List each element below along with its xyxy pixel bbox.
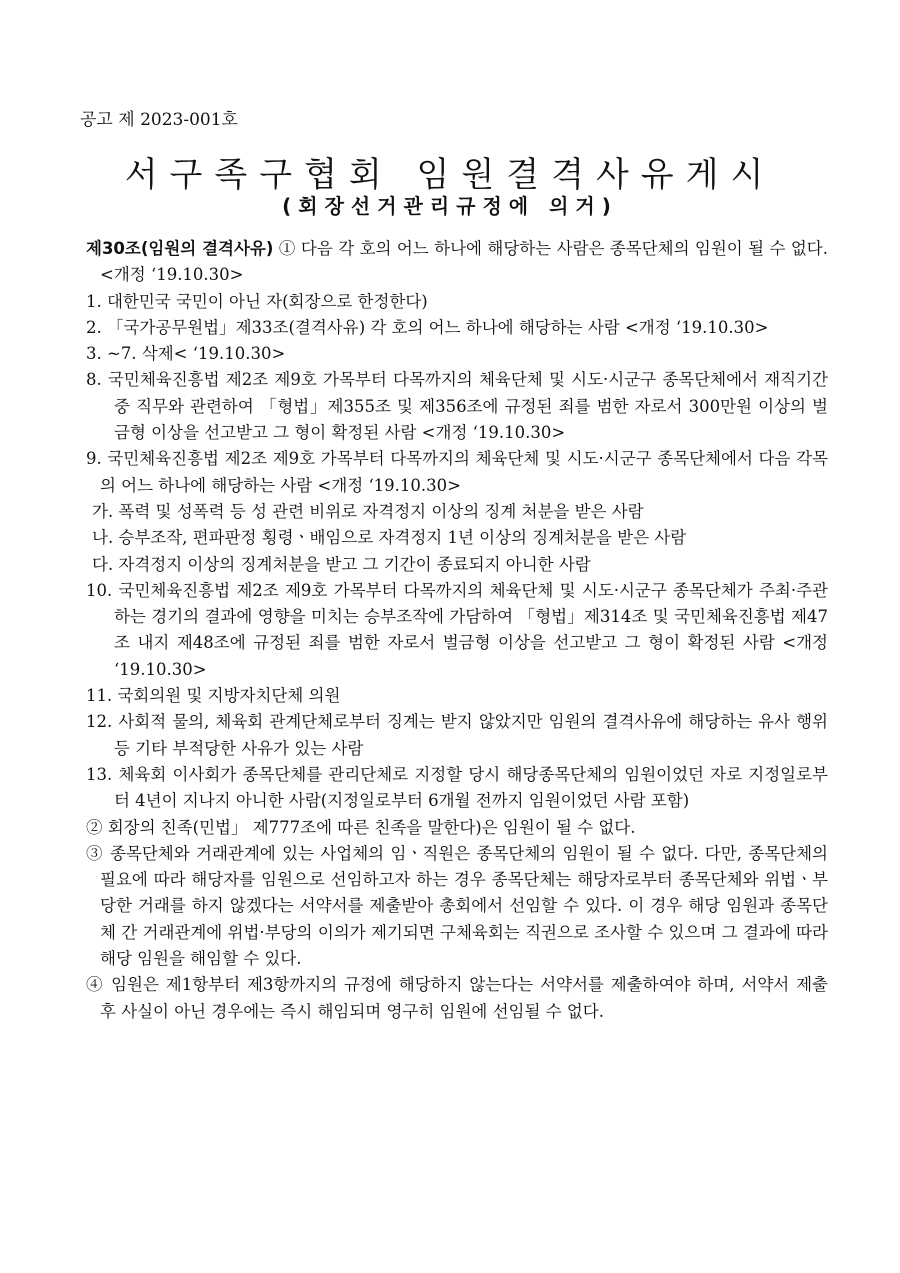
page-subtitle: (회장선거관리규정에 의거) xyxy=(282,194,618,218)
sub-list-item: 나. 승부조작, 편파판정 횡령ㆍ배임으로 자격정지 1년 이상의 징계처분을 받은 사람 xyxy=(92,528,687,548)
list-item: 3. ~7. 삭제< ‘19.10.30> xyxy=(86,344,286,364)
article-body xyxy=(86,236,828,1025)
sub-list-item: 다. 자격정지 이상의 징계처분을 받고 그 기간이 종료되지 아니한 사람 xyxy=(92,554,591,574)
page-title: 서구족구협회 임원결격사유게시 xyxy=(124,155,776,195)
list-item: 8. 국민체육진흥법 제2조 제9호 가목부터 다목까지의 체육단체 및 시도·시군구 종목단체에서 재직기간 중 직무와 관련하여 「형법」제355조 및 제356조에 규정된 죄를 범한 자로서 300만원 이상의 벌금형 이상을 선고받고 그 형이 확정된 사람 <개정 ‘19.10.30> xyxy=(86,370,828,443)
list-item: 10. 국민체육진흥법 제2조 제9호 가목부터 다목까지의 체육단체 및 시도·시군구 종목단체가 주최·주관하는 경기의 결과에 영향을 미치는 승부조작에 가담하여 「형법」제314조 및 국민체육진흥법 제47조 내지 제48조에 규정된 죄를 범한 자로서 벌금형 이상을 선고받고 그 형이 확정된 사람 <개정 ‘19.10.30> xyxy=(86,580,828,679)
list-item: 1. 대한민국 국민이 아닌 자(회장으로 한정한다) xyxy=(86,291,428,311)
paragraph: ② 회장의 친족(민법」 제777조에 따른 친족을 말한다)은 임원이 될 수 없다. xyxy=(86,817,636,837)
paragraph: ④ 임원은 제1항부터 제3항까지의 규정에 해당하지 않는다는 서약서를 제출하여야 하며, 서약서 제출 후 사실이 아닌 경우에는 즉시 해임되며 영구히 임원에 선임될 수 없다. xyxy=(86,975,828,1021)
notice-number: 공고 제 2023-001호 xyxy=(80,110,238,130)
list-item: 9. 국민체육진흥법 제2조 제9호 가목부터 다목까지의 체육단체 및 시도·시군구 종목단체에서 다음 각목의 어느 하나에 해당하는 사람 <개정 ‘19.10.30> xyxy=(86,449,828,495)
paragraph: ③ 종목단체와 거래관계에 있는 사업체의 임ㆍ직원은 종목단체의 임원이 될 수 없다. 다만, 종목단체의 필요에 따라 해당자를 임원으로 선임하고자 하는 경우 종목단체는 해당자로부터 종목단체와 위법ㆍ부당한 거래를 하지 않겠다는 서약서를 제출받아 총회에서 선임할 수 있다. 이 경우 해당 임원과 종목단체 간 거래관계에 위법·부당의 이의가 제기되면 구체육회는 직권으로 조사할 수 있으며 그 결과에 따라 해당 임원을 해임할 수 있다. xyxy=(86,843,828,969)
article-heading: 제30조(임원의 결격사유) xyxy=(86,239,274,258)
list-item: 13. 체육회 이사회가 종목단체를 관리단체로 지정할 당시 해당종목단체의 임원이었던 자로 지정일로부터 4년이 지나지 아니한 사람(지정일로부터 6개월 전까지 임원이었던 사람 포함) xyxy=(86,764,828,811)
article-intro-text: ① 다음 각 호의 어느 하나에 해당하는 사람은 종목단체의 임원이 될 수 없다. <개정 ‘19.10.30> xyxy=(100,239,828,285)
list-item: 11. 국회의원 및 지방자치단체 의원 xyxy=(86,686,341,706)
list-item: 12. 사회적 물의, 체육회 관계단체로부터 징계는 받지 않았지만 임원의 결격사유에 해당하는 유사 행위 등 기타 부적당한 사유가 있는 사람 xyxy=(86,712,828,758)
article-intro xyxy=(86,236,828,289)
sub-list-item: 가. 폭력 및 성폭력 등 성 관련 비위로 자격정지 이상의 징계 처분을 받은 사람 xyxy=(92,501,644,521)
list-item: 2. 「국가공무원법」제33조(결격사유) 각 호의 어느 하나에 해당하는 사람 <개정 ‘19.10.30> xyxy=(86,317,769,337)
